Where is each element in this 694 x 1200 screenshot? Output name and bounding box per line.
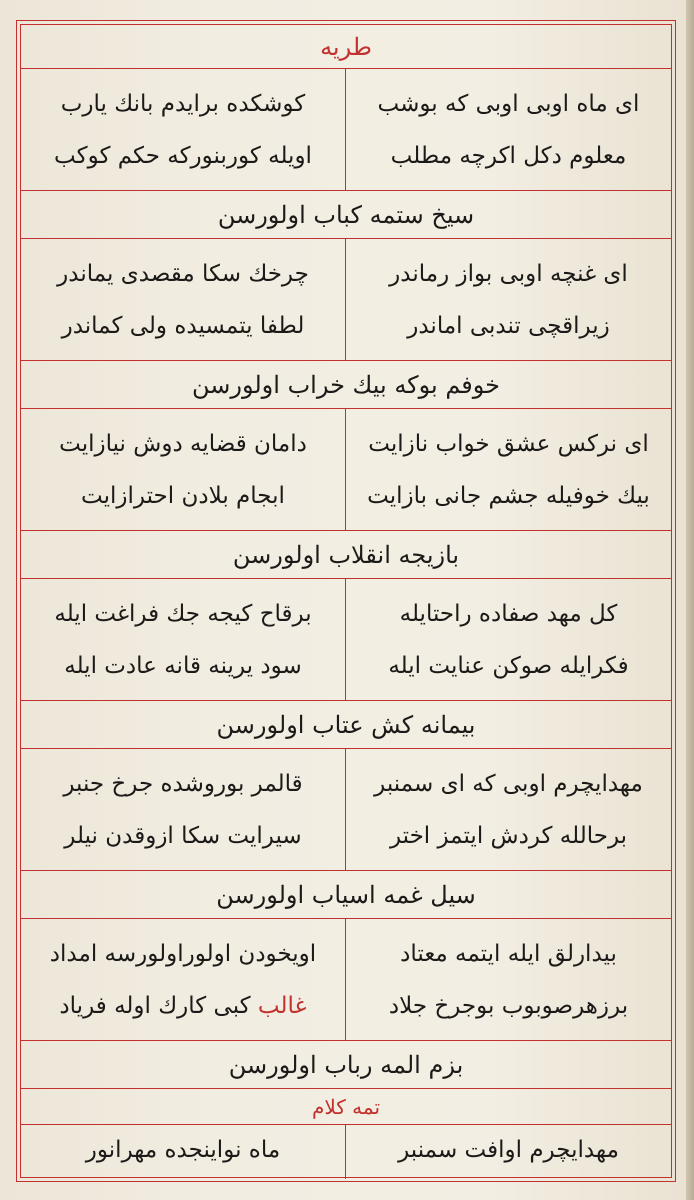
couplet-row [21,919,671,1041]
refrain-row [21,191,671,239]
couplet-row [21,239,671,361]
closing-title-row [21,1089,671,1125]
refrain-line: بزم المه رباب اولورسن [228,1050,464,1079]
verse-line: قالمر بوروشده جرخ جنبر [63,771,303,797]
refrain-row [21,1041,671,1089]
refrain-line: بازيجه انقلاب اولورسن [232,540,460,569]
verse-line: لطفا يتمسيده ولى كماندر [61,313,305,339]
poet-name-highlight: غالب [257,993,307,1019]
verse-line: كوشكده برايدم بانك يارب [60,91,306,117]
verse-line: برحالله كردش ايتمز اختر [389,823,628,849]
verse-line: معلوم دكل اكرچه مطلب [390,143,627,169]
closing-couplet-row [21,1125,671,1179]
refrain-row [21,871,671,919]
couplet-row [21,579,671,701]
hemistich-cell-left [21,749,346,870]
verse-line: بيك خوفيله جشم جانى بازايت [367,483,650,509]
hemistich-cell-right [346,409,671,530]
couplet-row [21,69,671,191]
verse-line: مهدايچرم اوبى كه اى سمنبر [374,771,643,797]
verse-line: برزهرصوبوب بوجرخ جلاد [388,993,629,1019]
verse-line: دامان قضايه دوش نيازايت [59,431,307,457]
refrain-line: بيمانه كش عتاب اولورسن [216,710,476,739]
hemistich-cell-left [21,69,346,190]
hemistich-cell-left [21,919,346,1040]
verse-line: اى ماه اوبى اوبى كه بوشب [377,91,640,117]
verse-line: اى نركس عشق خواب نازايت [368,431,649,457]
verse-line: سود يرينه قانه عادت ايله [64,653,302,679]
verse-line: اى غنچه اوبى بواز رماندر [389,261,628,287]
hemistich-cell-right [346,749,671,870]
hemistich-cell-right [346,239,671,360]
verse-line: اويخودن اولوراولورسه امداد [49,941,317,967]
red-border-frame [16,20,676,1182]
refrain-line: سيل غمه اسياب اولورسن [216,880,476,909]
hemistich-cell-left [21,239,346,360]
poem-grid [20,24,672,1178]
verse-line: سيرايت سكا ازوقدن نيلر [64,823,302,849]
closing-hemistich-left [21,1125,346,1179]
verse-line: مهدايچرم اوافت سمنبر [398,1137,619,1163]
hemistich-cell-right [346,919,671,1040]
page-gutter [686,0,694,1200]
verse-line: زيراقچى تندبى اماندر [407,313,610,339]
title-row [21,25,671,69]
verse-line: فكرايله صوكن عنايت ايله [388,653,629,679]
verse-line: غالب كبى كارك اوله فرياد [59,993,307,1019]
verse-line: برقاح كيجه جك فراغت ايله [54,601,312,627]
verse-line: چرخك سكا مقصدى يماندر [57,261,309,287]
couplet-row [21,749,671,871]
closing-hemistich-right [346,1125,671,1179]
hemistich-cell-right [346,579,671,700]
refrain-line: سيخ ستمه كباب اولورسن [217,200,475,229]
verse-line: كل مهد صفاده راحتايله [399,601,618,627]
refrain-row [21,361,671,409]
hemistich-cell-right [346,69,671,190]
poem-title: طريه [320,32,372,61]
refrain-line: خوفم بوكه بيك خراب اولورسن [192,370,500,399]
verse-line: ابجام بلادن احترازايت [81,483,285,509]
verse-line: ماه نواينجده مهرانور [85,1137,281,1163]
couplet-row [21,409,671,531]
verse-line: اويله كوربنوركه حكم كوكب [54,143,312,169]
refrain-row [21,531,671,579]
verse-line: بيدارلق ايله ايتمه معتاد [400,941,617,967]
hemistich-cell-left [21,579,346,700]
closing-title: تمه كلام [311,1094,381,1119]
hemistich-cell-left [21,409,346,530]
refrain-row [21,701,671,749]
